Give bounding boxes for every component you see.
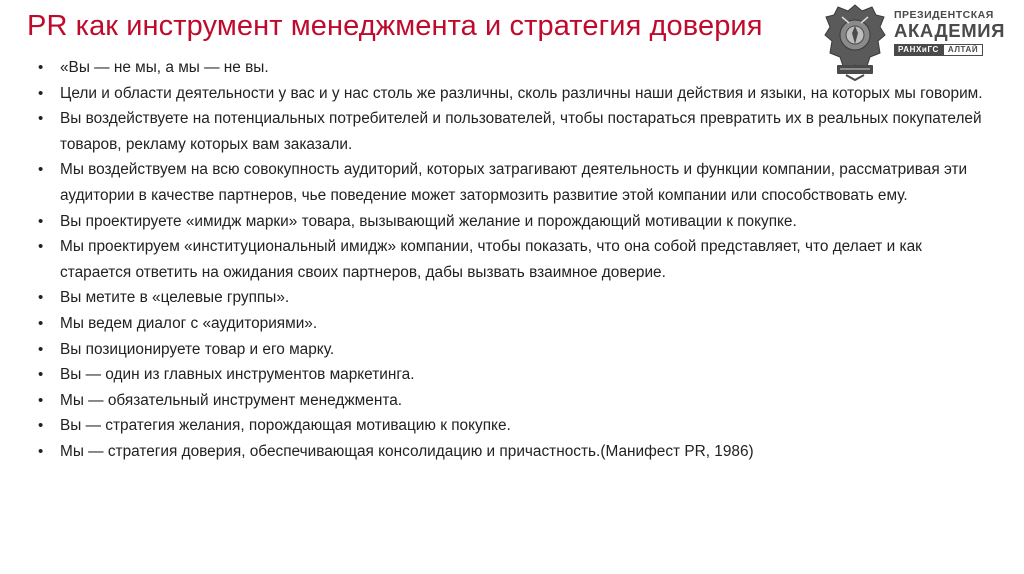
- list-item: [38, 234, 988, 285]
- bullet-icon: •: [38, 110, 44, 128]
- bullet-icon: •: [38, 366, 44, 384]
- bullet-list: [38, 55, 988, 465]
- list-item: [38, 106, 988, 157]
- logo-line-1: ПРЕЗИДЕНТСКАЯ: [894, 9, 994, 21]
- bullet-icon: •: [38, 161, 44, 179]
- list-item-text: Вы метите в «целевые группы».: [60, 289, 290, 307]
- list-item-text: Мы — обязательный инструмент менеджмента.: [60, 391, 403, 409]
- list-item-text: Вы — стратегия желания, порождающая мотивацию к покупке.: [60, 417, 511, 435]
- list-item-text: Мы ведем диалог с «аудиториями».: [60, 314, 318, 332]
- list-item-text: Мы — стратегия доверия, обеспечивающая консолидацию и причастность.(Манифест PR, 1986): [60, 442, 754, 460]
- bullet-icon: •: [38, 417, 44, 435]
- list-item: [38, 157, 988, 208]
- list-item-text: Вы позиционируете товар и его марку.: [60, 340, 335, 358]
- list-item: [38, 413, 988, 439]
- logo-band-right: АЛТАЙ: [943, 44, 983, 56]
- list-item: [38, 337, 988, 363]
- bullet-icon: •: [38, 84, 44, 102]
- list-item: [38, 55, 988, 81]
- list-item: [38, 311, 988, 337]
- list-item: [38, 388, 988, 414]
- bullet-icon: •: [38, 238, 44, 256]
- list-item: [38, 209, 988, 235]
- bullet-icon: •: [38, 340, 44, 358]
- bullet-icon: •: [38, 314, 44, 332]
- list-item-text: «Вы — не мы, а мы — не вы.: [60, 59, 269, 76]
- slide-title: PR как инструмент менеджмента и стратегия доверия: [27, 10, 763, 42]
- bullet-icon: •: [38, 59, 44, 76]
- bullet-icon: •: [38, 289, 44, 307]
- list-item-text: Цели и области деятельности у вас и у нас столь же различны, сколь различны наши действия и языки, на которых мы говорим.: [60, 84, 983, 102]
- list-item-text: Вы проектируете «имидж марки» товара, вызывающий желание и порождающий мотивации к покупке.: [60, 212, 797, 230]
- list-item-text: Мы проектируем «институциональный имидж» компании, чтобы показать, что она собой представляет, что делает и как старается ответить на ожидания своих партнеров, дабы вызвать взаимное доверие.: [60, 238, 922, 281]
- bullet-icon: •: [38, 212, 44, 230]
- list-item: [38, 81, 988, 107]
- logo-band-left: РАНХиГС: [894, 44, 943, 56]
- list-item: [38, 285, 988, 311]
- list-item-text: Вы воздействуете на потенциальных потребителей и пользователей, чтобы постараться превратить их в реальных покупателей товаров, рекламу которых вам заказали.: [60, 110, 982, 153]
- bullet-icon: •: [38, 391, 44, 409]
- list-item: [38, 439, 988, 465]
- logo-text: [894, 9, 1005, 56]
- list-item-text: Мы воздействуем на всю совокупность аудиторий, которых затрагивают деятельность и функции компании, рассматривая эти аудитории в качестве партнеров, чье поведение может затормозить развитие этой компании или способствовать ему.: [60, 161, 968, 204]
- bullet-icon: •: [38, 442, 44, 460]
- list-item-text: Вы — один из главных инструментов маркетинга.: [60, 366, 415, 384]
- list-item: [38, 362, 988, 388]
- logo-line-2: АКАДЕМИЯ: [894, 20, 1006, 41]
